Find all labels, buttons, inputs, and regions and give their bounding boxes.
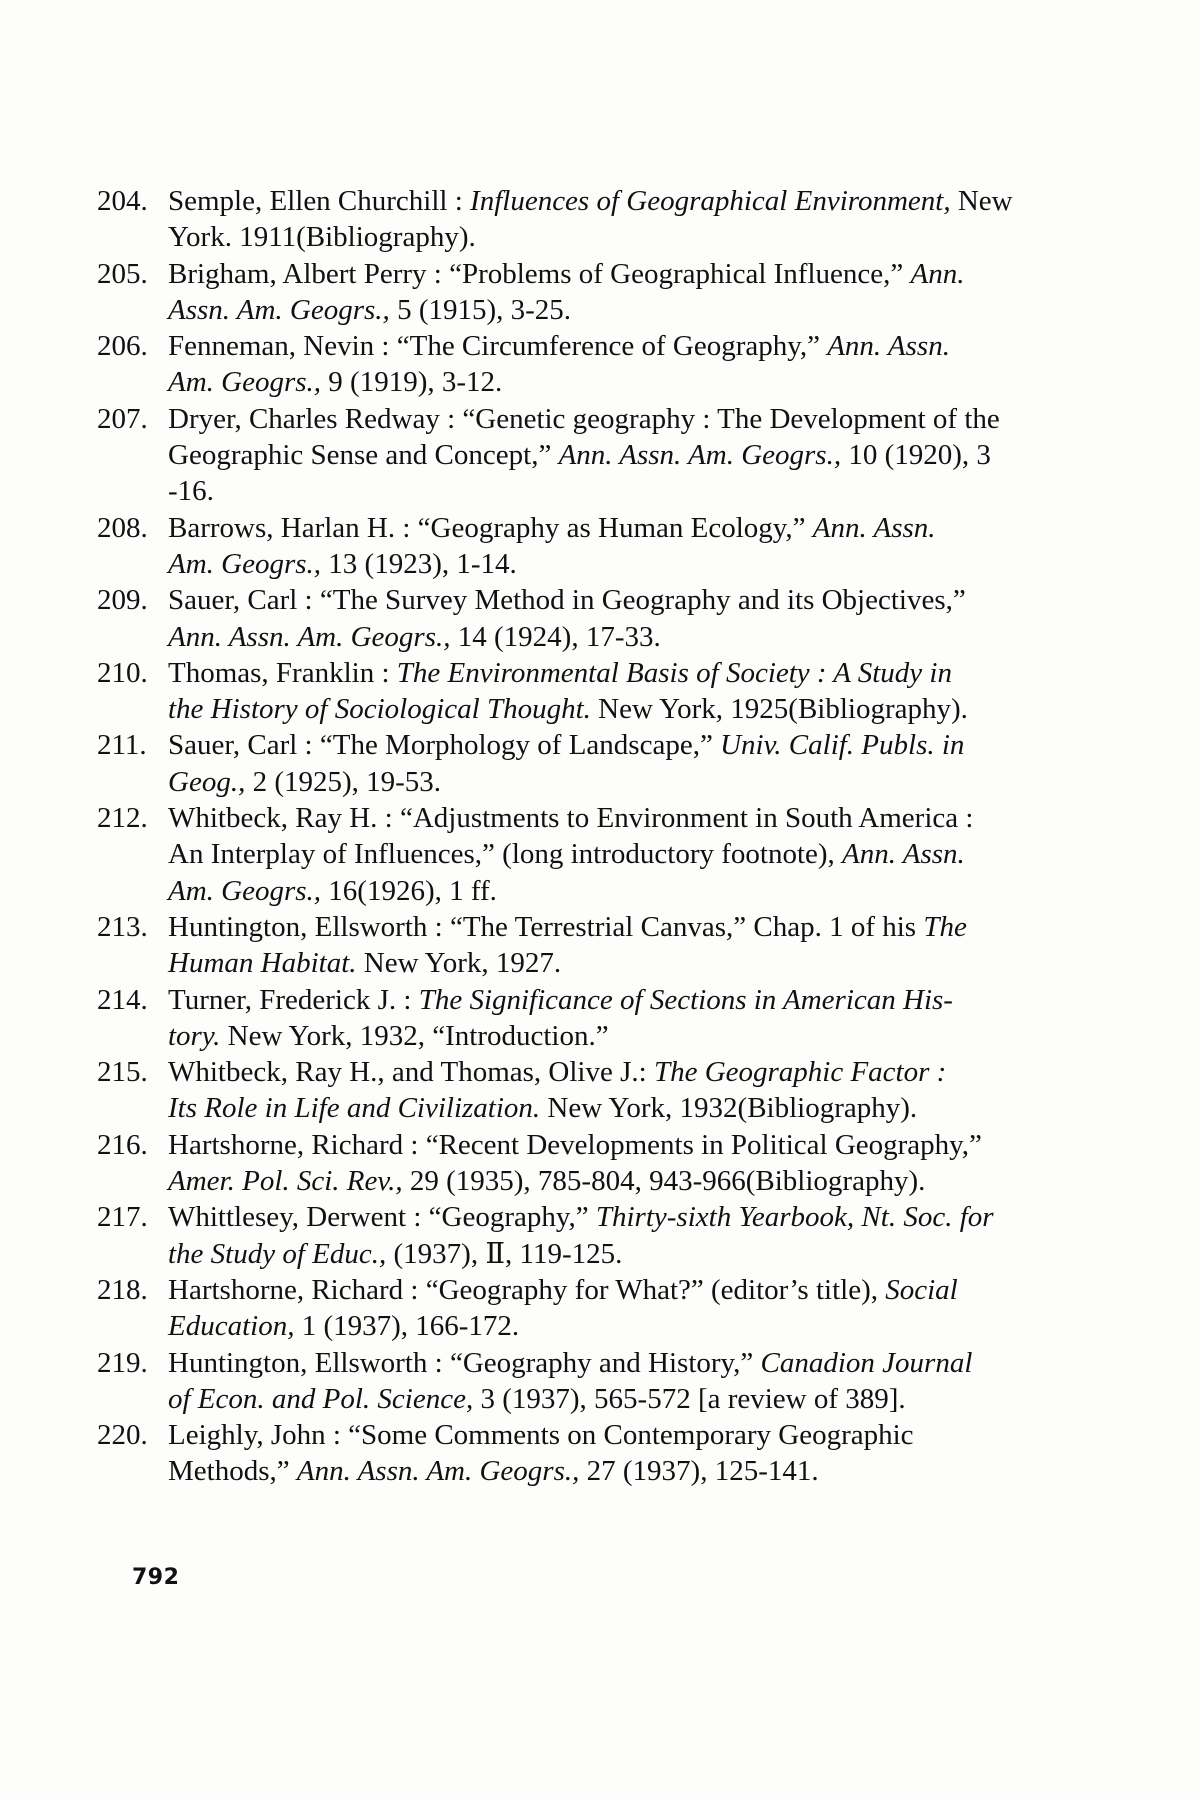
entry-line <box>168 1054 1028 1090</box>
italic-text: Ann. Assn. <box>812 511 936 544</box>
entry-line <box>168 1018 1028 1054</box>
entry-text: Geographic Sense and Concept,” <box>168 439 559 472</box>
italic-text: of Econ. and Pol. Science, <box>168 1382 474 1415</box>
italic-text: Social <box>885 1273 958 1306</box>
italic-text: Ann. Assn. <box>827 330 950 363</box>
entry-line <box>168 1090 1028 1126</box>
entry-text: 29 (1935), 785-804, 943-966(Bibliography). <box>402 1165 926 1198</box>
italic-text: Am. Geogrs., <box>168 547 322 580</box>
entry-text: Whitbeck, Ray H., and Thomas, Olive J.: <box>168 1056 654 1089</box>
bibliography-entry: 213. Huntington, Ellsworth : “The Terrestrial Canvas,” Chap. 1 of his The Human Habitat. New York, 1927. <box>168 909 1028 982</box>
entry-text: Fenneman, Nevin : “The Circumference of Geography,” <box>168 330 828 363</box>
italic-text: Univ. Calif. Publs. in <box>720 729 965 762</box>
italic-text: Amer. Pol. Sci. Rev., <box>168 1165 403 1198</box>
bibliography-entry: 218. Hartshorne, Richard : “Geography for What?” (editor’s title), Social Education, 1 (1937), 166-172. <box>168 1272 1028 1345</box>
entry-text: Sauer, Carl : “The Morphology of Landscape,” <box>168 729 721 762</box>
entry-text: New York, 1927. <box>356 947 562 980</box>
entry-line <box>168 1308 1028 1344</box>
entry-text: Sauer, Carl : “The Survey Method in Geography and its Objectives,” <box>168 584 966 617</box>
entry-text: Turner, Frederick J. : <box>168 983 419 1016</box>
italic-text: Human Habitat. <box>168 947 357 980</box>
italic-text: Canadion Journal <box>760 1346 973 1379</box>
entry-text: (1937), Ⅱ, 119-125. <box>386 1237 623 1270</box>
entry-line <box>168 1236 1028 1272</box>
entry-text: 5 (1915), 3-25. <box>389 293 572 326</box>
entry-text: 1 (1937), 166-172. <box>294 1310 520 1343</box>
italic-text: Assn. Am. Geogrs., <box>168 293 390 326</box>
entry-text: 16(1926), 1 ff. <box>321 874 497 907</box>
bibliography-entry: 207. Dryer, Charles Redway : “Genetic geography : The Development of the Geographic Sense and Concept,” Ann. Assn. Am. Geogrs., 10 (1920), 3 -16. <box>168 401 1028 510</box>
entry-text: Thomas, Franklin : <box>168 656 397 689</box>
entry-text: 3 (1937), 565-572 [a review of 389]. <box>473 1382 906 1415</box>
entry-text: New <box>950 185 1013 217</box>
entry-text: Dryer, Charles Redway : “Genetic geography : The Development of the <box>168 402 1000 435</box>
entry-line <box>168 473 1028 509</box>
bibliography-entry: 204. Semple, Ellen Churchill : Influences of Geographical Environment, New York. 1911(Bibliography). <box>168 183 1028 256</box>
entry-line <box>168 510 1028 546</box>
entry-text: 13 (1923), 1-14. <box>321 547 517 580</box>
bibliography-entry: 211. Sauer, Carl : “The Morphology of Landscape,” Univ. Calif. Publs. in Geog., 2 (1925), 19-53. <box>168 727 1028 800</box>
bibliography-entry: 214. Turner, Frederick J. : The Significance of Sections in American His- tory. New York, 1932, “Introduction.” <box>168 982 1028 1055</box>
italic-text: the Study of Educ., <box>168 1237 387 1270</box>
entry-line <box>168 183 1028 219</box>
bibliography-entry: 210. Thomas, Franklin : The Environmental Basis of Society : A Study in the History of Sociological Thought. New York, 1925(Bibliography). <box>168 655 1028 728</box>
entry-text: Whittlesey, Derwent : “Geography,” <box>168 1201 596 1234</box>
bibliography-entry: 205. Brigham, Albert Perry : “Problems of Geographical Influence,” Ann. Assn. Am. Geogrs., 5 (1915), 3-25. <box>168 256 1028 329</box>
entry-line <box>168 582 1028 618</box>
bibliography-entry: 209. Sauer, Carl : “The Survey Method in Geography and its Objectives,” Ann. Assn. Am. Geogrs., 14 (1924), 17-33. <box>168 582 1028 655</box>
entry-line <box>168 909 1028 945</box>
entry-text: New York, 1932(Bibliography). <box>540 1092 918 1125</box>
italic-text: the History of Sociological Thought. <box>168 693 591 726</box>
entry-line <box>168 1163 1028 1199</box>
entry-line <box>168 727 1028 763</box>
entry-line <box>168 328 1028 364</box>
page-number: 792 <box>132 1565 180 1590</box>
italic-text: The Significance of Sections in American His- <box>418 983 953 1016</box>
italic-text: The <box>923 910 967 943</box>
italic-text: The Geographic Factor : <box>653 1056 947 1089</box>
entry-line <box>168 1199 1028 1235</box>
italic-text: tory. <box>168 1019 221 1052</box>
bibliography-list <box>97 183 1028 1490</box>
entry-line <box>168 256 1028 292</box>
bibliography-entry: 215. Whitbeck, Ray H., and Thomas, Olive J.: The Geographic Factor : Its Role in Life and Civilization. New York, 1932(Bibliography). <box>168 1054 1028 1127</box>
entry-line <box>168 982 1028 1018</box>
entry-text: 27 (1937), 125-141. <box>579 1455 819 1488</box>
bibliography-entry: 208. Barrows, Harlan H. : “Geography as Human Ecology,” Ann. Assn. Am. Geogrs., 13 (1923), 1-14. <box>168 510 1028 583</box>
entry-text: Barrows, Harlan H. : “Geography as Human Ecology,” <box>168 511 813 544</box>
entry-line <box>168 1417 1028 1453</box>
bibliography-entry: 216. Hartshorne, Richard : “Recent Developments in Political Geography,” Amer. Pol. Sci. Rev., 29 (1935), 785-804, 943-966(Bibliography). <box>168 1127 1028 1200</box>
entry-text: 14 (1924), 17-33. <box>450 620 661 653</box>
italic-text: Ann. Assn. Am. Geogrs., <box>296 1455 580 1488</box>
entry-text: 9 (1919), 3-12. <box>321 366 503 399</box>
entry-line <box>168 619 1028 655</box>
italic-text: Am. Geogrs., <box>168 874 322 907</box>
italic-text: Thirty-sixth Yearbook, Nt. Soc. for <box>595 1201 994 1234</box>
bibliography-entry: 206. Fenneman, Nevin : “The Circumference of Geography,” Ann. Assn. Am. Geogrs., 9 (1919), 3-12. <box>168 328 1028 401</box>
entry-line <box>168 364 1028 400</box>
entry-line <box>168 437 1028 473</box>
entry-line <box>168 800 1028 836</box>
entry-line <box>168 1127 1028 1163</box>
entry-line <box>168 945 1028 981</box>
entry-line <box>168 401 1028 437</box>
entry-text: -16. <box>168 475 214 508</box>
italic-text: Ann. <box>910 257 965 290</box>
bibliography-entry: 212. Whitbeck, Ray H. : “Adjustments to Environment in South America : An Interplay of Influences,” (long introductory footnote), Ann. Assn. Am. Geogrs., 16(1926), 1 ff. <box>168 800 1028 909</box>
entry-text: New York, 1932, “Introduction.” <box>220 1019 609 1052</box>
entry-text: Brigham, Albert Perry : “Problems of Geographical Influence,” <box>168 257 911 290</box>
italic-text: Ann. Assn. Am. Geogrs., <box>168 620 451 653</box>
entry-line <box>168 836 1028 872</box>
entry-line <box>168 764 1028 800</box>
italic-text: Geog., <box>168 765 246 798</box>
bibliography-entry: 219. Huntington, Ellsworth : “Geography and History,” Canadion Journal of Econ. and Pol. Science, 3 (1937), 565-572 [a review of 389]. <box>168 1345 1028 1418</box>
italic-text: Am. Geogrs., <box>168 366 322 399</box>
entry-text: 2 (1925), 19-53. <box>245 765 442 798</box>
entry-text: Whitbeck, Ray H. : “Adjustments to Environment in South America : <box>168 802 974 835</box>
entry-line <box>168 691 1028 727</box>
entry-text: Methods,” <box>168 1455 297 1488</box>
entry-line <box>168 219 1028 255</box>
entry-text: 10 (1920), 3 <box>841 439 991 472</box>
entry-line <box>168 655 1028 691</box>
italic-text: Education, <box>168 1310 295 1343</box>
italic-text: Ann. Assn. Am. Geogrs., <box>558 439 842 472</box>
entry-line <box>168 873 1028 909</box>
entry-text: Huntington, Ellsworth : “The Terrestrial Canvas,” Chap. 1 of his <box>168 910 924 943</box>
entry-text: Huntington, Ellsworth : “Geography and History,” <box>168 1346 761 1379</box>
entry-text: Semple, Ellen Churchill : <box>168 185 471 217</box>
entry-text: Hartshorne, Richard : “Geography for What?” (editor’s title), <box>168 1273 886 1306</box>
entry-text: York. 1911(Bibliography). <box>168 221 476 254</box>
entry-line <box>168 1272 1028 1308</box>
entry-text: Leighly, John : “Some Comments on Contemporary Geographic <box>168 1419 914 1452</box>
bibliography-entry: 220. Leighly, John : “Some Comments on Contemporary Geographic Methods,” Ann. Assn. Am. Geogrs., 27 (1937), 125-141. <box>168 1417 1028 1490</box>
entry-line <box>168 292 1028 328</box>
entry-text: Hartshorne, Richard : “Recent Developments in Political Geography,” <box>168 1128 982 1161</box>
italic-text: The Environmental Basis of Society : A Study in <box>396 656 952 689</box>
entry-text: New York, 1925(Bibliography). <box>590 693 968 726</box>
italic-text: Ann. Assn. <box>842 838 965 871</box>
italic-text: Its Role in Life and Civilization. <box>168 1092 541 1125</box>
entry-line <box>168 1453 1028 1489</box>
italic-text: Influences of Geographical Environment, <box>470 185 951 217</box>
entry-line <box>168 1381 1028 1417</box>
entry-line <box>168 546 1028 582</box>
bibliography-entry: 217. Whittlesey, Derwent : “Geography,” Thirty-sixth Yearbook, Nt. Soc. for the Study of Educ., (1937), Ⅱ, 119-125. <box>168 1199 1028 1272</box>
entry-text: An Interplay of Influences,” (long introductory footnote), <box>168 838 843 871</box>
entry-line <box>168 1345 1028 1381</box>
